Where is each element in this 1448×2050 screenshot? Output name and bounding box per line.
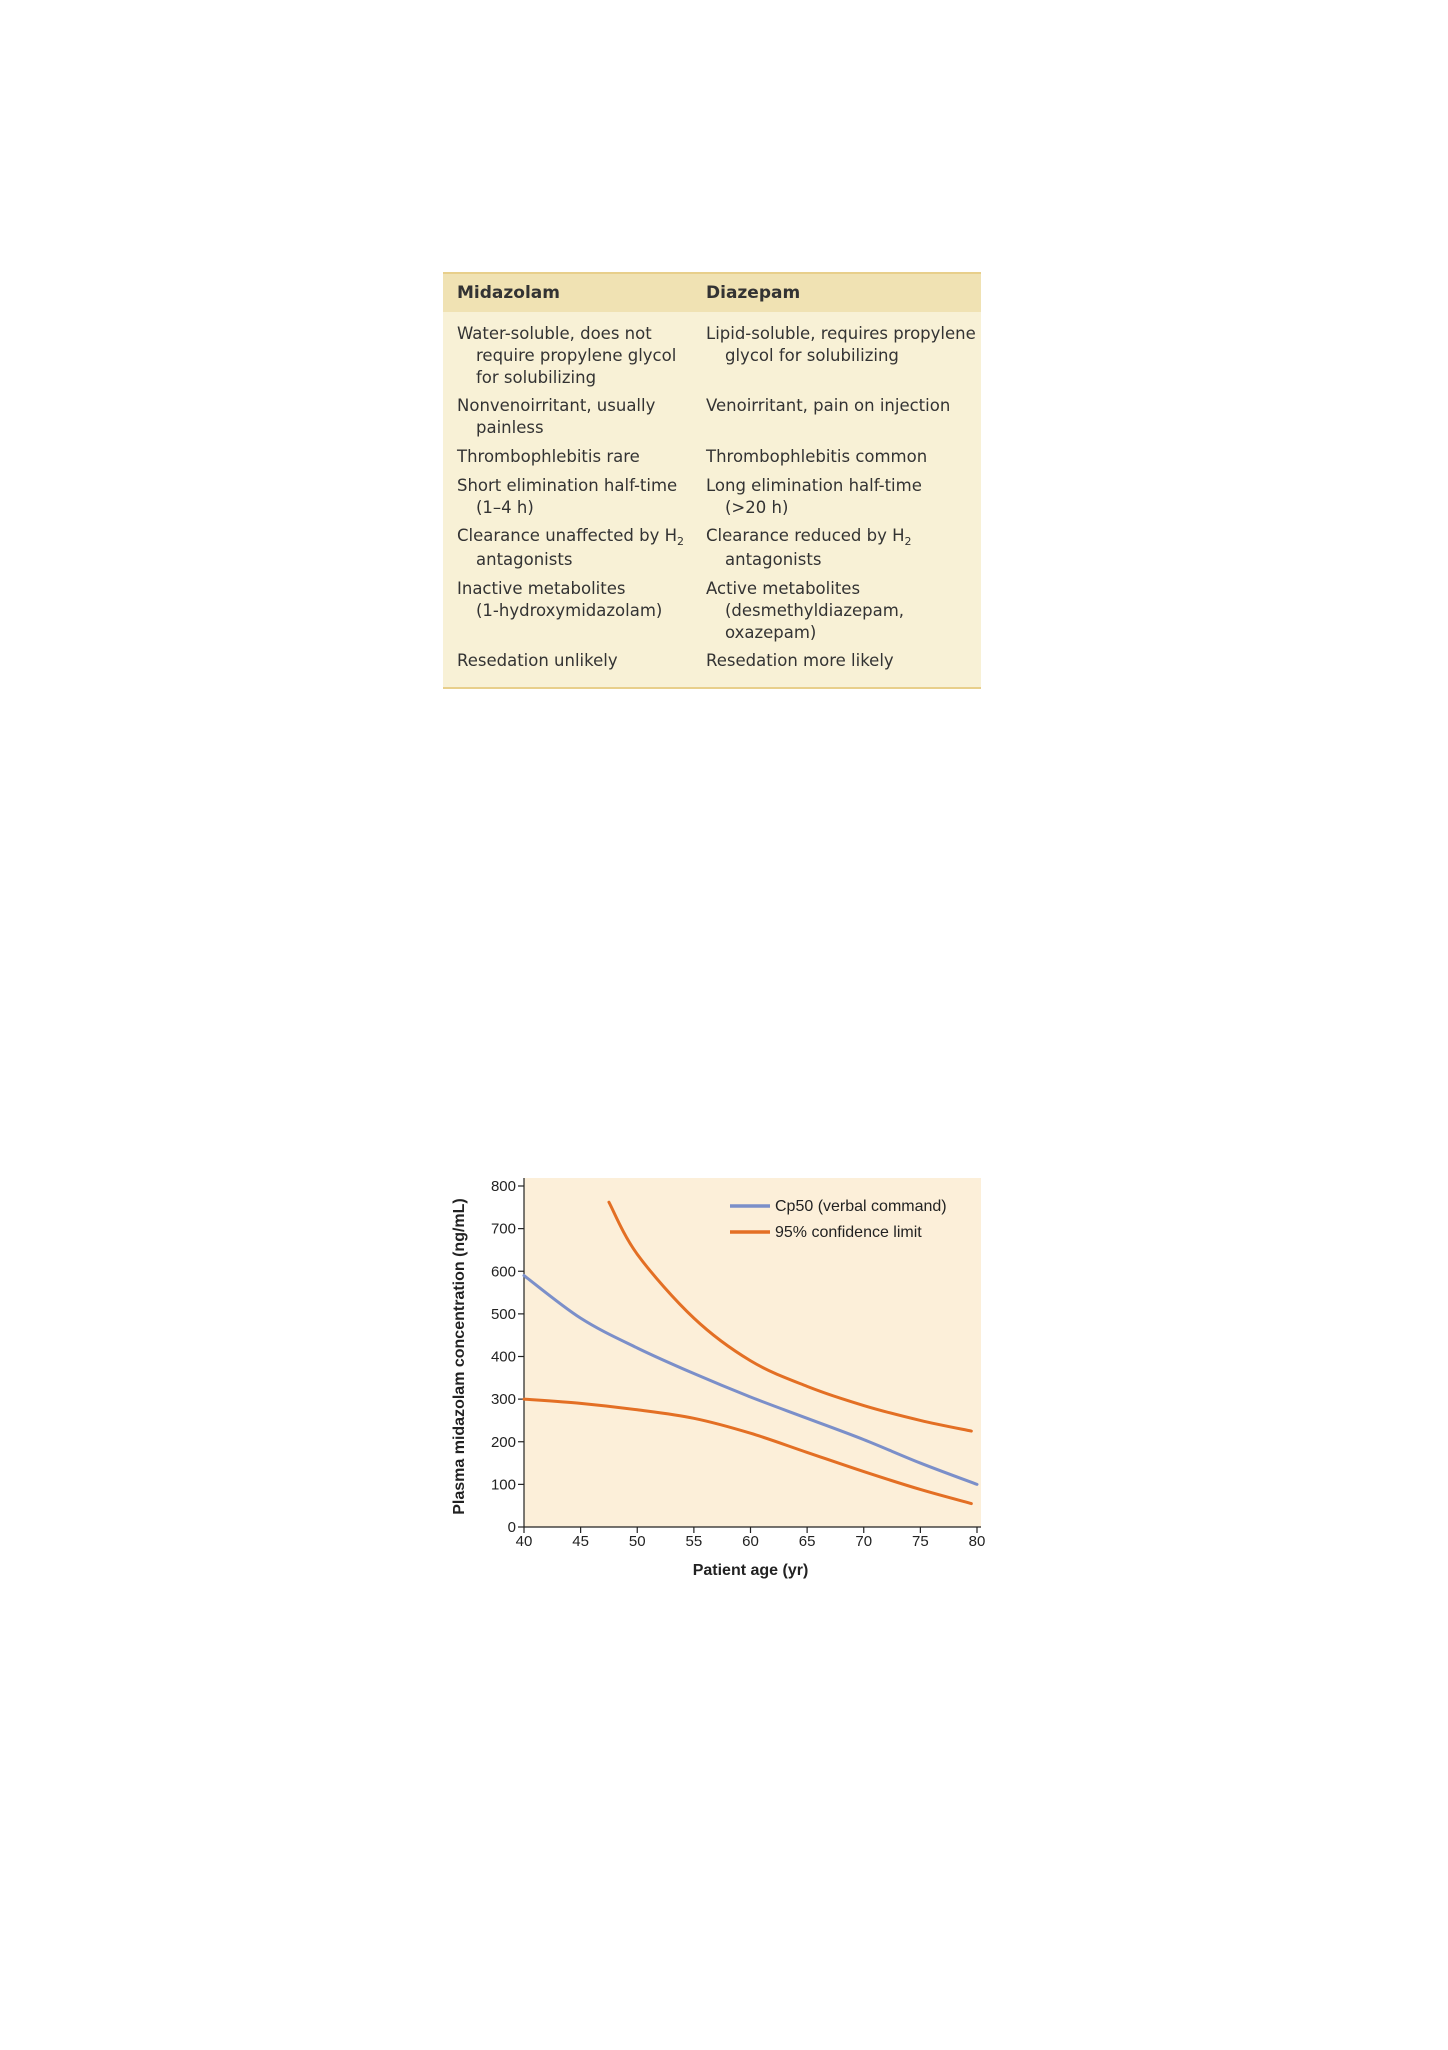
cell-text: Resedation unlikely xyxy=(457,651,618,671)
y-axis-label: Plasma midazolam concentration (ng/mL) xyxy=(451,1198,468,1515)
x-tick-label: 70 xyxy=(855,1533,873,1550)
table-body xyxy=(443,312,981,687)
x-tick-label: 45 xyxy=(572,1533,589,1550)
midazolam-cell xyxy=(443,446,692,468)
cell-text: Nonvenoirritant, usually xyxy=(457,396,656,416)
cell-text: antagonists xyxy=(725,550,822,570)
table-header xyxy=(443,274,981,312)
cell-text: (1-hydroxymidazolam) xyxy=(476,600,663,620)
diazepam-cell xyxy=(692,525,981,571)
cell-text: Active metabolites xyxy=(706,578,861,598)
midazolam-cell xyxy=(443,323,692,388)
cell-text: Short elimination half-time xyxy=(457,475,678,495)
table-row xyxy=(443,475,981,519)
cell-text: painless xyxy=(476,418,544,438)
comparison-table xyxy=(443,272,981,689)
cell-text: Clearance reduced by $H_2$ xyxy=(706,526,912,549)
midazolam-cell xyxy=(443,650,692,672)
cell-text: (>20 h) xyxy=(725,497,789,517)
legend-label: 95% confidence limit xyxy=(775,1224,922,1241)
table-row xyxy=(443,650,981,672)
table-row xyxy=(443,578,981,643)
cell-text: Clearance unaffected by $H_2$ xyxy=(457,526,685,549)
table-row xyxy=(443,323,981,388)
cell-text: require propylene glycol xyxy=(476,345,677,365)
cell-text: glycol for solubilizing xyxy=(725,345,899,365)
legend-label: Cp50 (verbal command) xyxy=(775,1198,947,1215)
y-tick-label: 500 xyxy=(490,1305,516,1323)
cell-text: antagonists xyxy=(476,550,573,570)
cell-text: Thrombophlebitis common xyxy=(706,446,928,466)
midazolam-cell xyxy=(443,578,692,643)
midazolam-age-chart xyxy=(440,1160,986,1580)
diazepam-cell xyxy=(692,475,981,519)
diazepam-cell xyxy=(692,395,981,439)
cell-text: for solubilizing xyxy=(476,367,597,387)
y-tick-label: 400 xyxy=(490,1348,516,1366)
diazepam-cell xyxy=(692,323,981,388)
y-tick-label: 600 xyxy=(490,1263,516,1281)
cell-text: Long elimination half-time xyxy=(706,475,922,495)
y-tick-label: 100 xyxy=(490,1476,516,1494)
header-diazepam: Diazepam xyxy=(706,283,801,303)
diazepam-cell xyxy=(692,578,981,643)
diazepam-cell xyxy=(692,650,981,672)
x-tick-label: 55 xyxy=(685,1533,703,1550)
subscript: 2 xyxy=(904,535,912,549)
midazolam-cell xyxy=(443,525,692,571)
header-midazolam: Midazolam xyxy=(457,283,560,303)
x-tick-label: 60 xyxy=(742,1533,759,1550)
table-row xyxy=(443,525,981,571)
subscript: 2 xyxy=(677,535,685,549)
y-tick-label: 700 xyxy=(490,1220,516,1238)
cell-text: Thrombophlebitis rare xyxy=(457,446,640,466)
midazolam-cell xyxy=(443,395,692,439)
cell-text: Inactive metabolites xyxy=(457,578,626,598)
y-tick-label: 800 xyxy=(490,1178,516,1195)
x-tick-label: 65 xyxy=(798,1533,816,1550)
x-axis-label: Patient age (yr) xyxy=(692,1562,809,1579)
cell-text: oxazepam) xyxy=(725,622,817,642)
diazepam-cell xyxy=(692,446,981,468)
table-row xyxy=(443,395,981,439)
y-tick-label: 200 xyxy=(490,1433,516,1451)
x-tick-label: 50 xyxy=(628,1533,646,1550)
cell-text: Water-soluble, does not xyxy=(457,324,652,343)
x-tick-label: 40 xyxy=(515,1533,533,1550)
cell-text: (desmethyldiazepam, xyxy=(725,600,905,620)
cell-text: Resedation more likely xyxy=(706,651,894,671)
cell-text: Venoirritant, pain on injection xyxy=(706,396,951,416)
y-tick-label: 300 xyxy=(490,1391,516,1409)
midazolam-cell xyxy=(443,475,692,519)
x-tick-label: 75 xyxy=(912,1533,929,1550)
cell-text: Lipid-soluble, requires propylene xyxy=(706,324,976,343)
cell-text: (1–4 h) xyxy=(476,497,534,517)
x-tick-label: 80 xyxy=(968,1533,986,1550)
table-row xyxy=(443,446,981,468)
y-tick-label: 0 xyxy=(507,1519,516,1536)
